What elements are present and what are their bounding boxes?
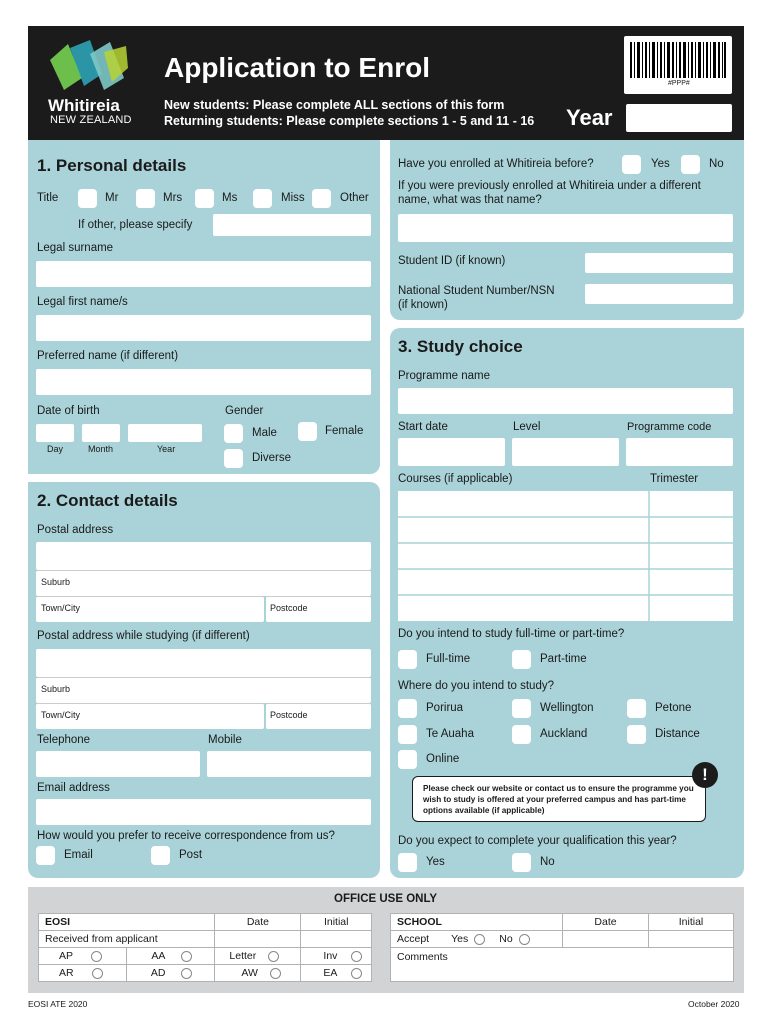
title-label: Title xyxy=(37,192,59,204)
inv-radio[interactable] xyxy=(351,951,362,962)
school-table xyxy=(390,913,734,982)
postal-postcode-caption: Postcode xyxy=(270,603,308,613)
level-label: Level xyxy=(513,421,541,433)
aw-label: AW xyxy=(241,967,258,979)
accept-label: Accept xyxy=(397,933,430,945)
received-initial-cell[interactable] xyxy=(301,931,372,948)
telephone-label: Telephone xyxy=(37,734,91,746)
preferred-name-label: Preferred name (if different) xyxy=(37,350,179,362)
postal-studying-label: Postal address while studying (if different) xyxy=(37,630,250,642)
study-address-input[interactable] xyxy=(36,649,371,677)
accept-yes-radio[interactable] xyxy=(474,934,485,945)
postal-suburb-caption: Suburb xyxy=(41,577,71,587)
ft-pt-question: Do you intend to study full-time or part-time? xyxy=(398,628,625,640)
location-porirua-label: Porirua xyxy=(426,702,464,714)
title-other-checkbox[interactable] xyxy=(312,189,331,208)
dob-year-caption: Year xyxy=(157,444,176,454)
if-other-label: If other, please specify xyxy=(78,219,193,231)
title-mr-label: Mr xyxy=(105,192,119,204)
location-online-label: Online xyxy=(426,753,460,765)
start-date-input[interactable] xyxy=(398,438,505,466)
year-field[interactable] xyxy=(626,104,732,132)
correspondence-question: How would you prefer to receive correspondence from us? xyxy=(37,830,335,842)
previous-name-question-line1: If you were previously enrolled at Whitireia under a different xyxy=(398,180,701,192)
telephone-input[interactable] xyxy=(36,751,200,777)
ap-cell xyxy=(39,948,127,965)
dob-month-input[interactable] xyxy=(82,424,120,442)
study-suburb-input[interactable] xyxy=(36,677,371,703)
title-other-input[interactable] xyxy=(213,214,371,236)
dob-day-input[interactable] xyxy=(36,424,74,442)
ap-label: AP xyxy=(59,950,74,962)
legal-surname-input[interactable] xyxy=(36,261,371,287)
aw-radio[interactable] xyxy=(270,968,281,979)
comments-cell[interactable] xyxy=(391,948,734,982)
footer-date: October 2020 xyxy=(688,999,740,1009)
gender-male-checkbox[interactable] xyxy=(224,424,243,443)
ar-label: AR xyxy=(59,967,74,979)
title-miss-label: Miss xyxy=(281,192,305,204)
correspondence-post-checkbox[interactable] xyxy=(151,846,170,865)
complete-qualification-question: Do you expect to complete your qualification this year? xyxy=(398,835,677,847)
part-time-checkbox[interactable] xyxy=(512,650,531,669)
school-date-header: Date xyxy=(563,914,649,931)
study-town-caption: Town/City xyxy=(41,710,81,720)
courses-table xyxy=(398,491,733,621)
location-wellington-checkbox[interactable] xyxy=(512,699,531,718)
mobile-input[interactable] xyxy=(207,751,371,777)
study-choice-title: 3. Study choice xyxy=(398,337,523,356)
dob-day-caption: Day xyxy=(47,444,64,454)
courses-label: Courses (if applicable) xyxy=(398,473,513,485)
aa-radio[interactable] xyxy=(181,951,192,962)
start-date-label: Start date xyxy=(398,421,448,433)
gender-female-checkbox[interactable] xyxy=(298,422,317,441)
aa-cell xyxy=(127,948,215,965)
logo-name: Whitireia xyxy=(48,96,120,115)
office-use-title: OFFICE USE ONLY xyxy=(334,893,438,905)
barcode xyxy=(624,36,732,94)
level-input[interactable] xyxy=(512,438,619,466)
eosi-table xyxy=(38,913,372,982)
location-auckland-checkbox[interactable] xyxy=(512,725,531,744)
whitireia-logo xyxy=(46,38,132,96)
letter-cell xyxy=(215,948,301,965)
programme-name-input[interactable] xyxy=(398,388,733,414)
gender-female-label: Female xyxy=(325,425,364,437)
title-other-label: Other xyxy=(340,192,369,204)
complete-yes-checkbox[interactable] xyxy=(398,853,417,872)
dob-month-caption: Month xyxy=(88,444,114,454)
previous-name-input[interactable] xyxy=(398,214,733,242)
study-suburb-caption: Suburb xyxy=(41,684,71,694)
part-time-label: Part-time xyxy=(540,653,587,665)
complete-no-checkbox[interactable] xyxy=(512,853,531,872)
where-study-question: Where do you intend to study? xyxy=(398,680,554,692)
programme-availability-note: Please check our website or contact us to ensure the programme you wish to study is offered at your preferred campus and has part-time options available (if applicable) xyxy=(412,776,706,822)
nsn-input[interactable] xyxy=(585,284,733,304)
enrolled-yes-checkbox[interactable] xyxy=(622,155,641,174)
nsn-label-line2: (if known) xyxy=(398,299,448,311)
location-online-checkbox[interactable] xyxy=(398,750,417,769)
postal-suburb-input[interactable] xyxy=(36,570,371,596)
footer-form-code: EOSI ATE 2020 xyxy=(28,999,88,1009)
programme-code-input[interactable] xyxy=(626,438,733,466)
aa-label: AA xyxy=(151,950,166,962)
study-postcode-caption: Postcode xyxy=(270,710,308,720)
inv-cell xyxy=(301,948,372,965)
gender-label: Gender xyxy=(225,405,264,417)
aw-cell xyxy=(215,965,301,982)
ea-radio[interactable] xyxy=(351,968,362,979)
school-initial-header: Initial xyxy=(649,914,734,931)
title-mrs-checkbox[interactable] xyxy=(136,189,155,208)
received-date-cell[interactable] xyxy=(215,931,301,948)
location-wellington-label: Wellington xyxy=(540,702,594,714)
letter-label: Letter xyxy=(229,950,257,962)
contact-details-title: 2. Contact details xyxy=(37,491,178,510)
ap-radio[interactable] xyxy=(91,951,102,962)
enrolled-no-checkbox[interactable] xyxy=(681,155,700,174)
title-miss-checkbox[interactable] xyxy=(253,189,272,208)
enrolled-before-question: Have you enrolled at Whitireia before? xyxy=(398,158,594,170)
title-mr-checkbox[interactable] xyxy=(78,189,97,208)
trimester-label: Trimester xyxy=(650,473,699,485)
full-time-checkbox[interactable] xyxy=(398,650,417,669)
eosi-date-header: Date xyxy=(215,914,301,931)
location-distance-checkbox[interactable] xyxy=(627,725,646,744)
complete-yes-label: Yes xyxy=(426,856,445,868)
ea-cell xyxy=(301,965,372,982)
postal-address-label: Postal address xyxy=(37,524,114,536)
complete-no-label: No xyxy=(540,856,555,868)
dob-year-input[interactable] xyxy=(128,424,202,442)
location-petone-label: Petone xyxy=(655,702,692,714)
email-input[interactable] xyxy=(36,799,371,825)
postal-address-input[interactable] xyxy=(36,542,371,570)
new-students-instruction: New students: Please complete ALL sections of this form xyxy=(164,98,505,112)
email-label: Email address xyxy=(37,782,110,794)
accept-no-label: No xyxy=(499,933,513,945)
ad-label: AD xyxy=(150,967,166,979)
student-id-label: Student ID (if known) xyxy=(398,255,506,267)
returning-students-instruction: Returning students: Please complete sections 1 - 5 and 11 - 16 xyxy=(164,114,535,128)
personal-details-title: 1. Personal details xyxy=(37,156,187,175)
location-petone-checkbox[interactable] xyxy=(627,699,646,718)
inv-label: Inv xyxy=(323,950,338,962)
nsn-label-line1: National Student Number/NSN xyxy=(398,285,555,297)
mobile-label: Mobile xyxy=(208,734,242,746)
accept-cell xyxy=(391,931,563,948)
legal-first-name-label: Legal first name/s xyxy=(37,296,128,308)
student-id-input[interactable] xyxy=(585,253,733,273)
ar-cell xyxy=(39,965,127,982)
correspondence-email-checkbox[interactable] xyxy=(36,846,55,865)
preferred-name-input[interactable] xyxy=(36,369,371,395)
enrolled-yes-label: Yes xyxy=(651,158,670,170)
logo-country: NEW ZEALAND xyxy=(50,114,132,126)
location-auckland-label: Auckland xyxy=(540,728,588,740)
full-time-label: Full-time xyxy=(426,653,471,665)
gender-diverse-label: Diverse xyxy=(252,452,291,464)
accept-yes-label: Yes xyxy=(451,933,469,945)
location-te-auaha-label: Te Auaha xyxy=(426,728,474,740)
location-te-auaha-checkbox[interactable] xyxy=(398,725,417,744)
title-mrs-label: Mrs xyxy=(163,192,183,204)
location-distance-label: Distance xyxy=(655,728,700,740)
accept-no-radio[interactable] xyxy=(519,934,530,945)
programme-name-label: Programme name xyxy=(398,370,491,382)
correspondence-email-label: Email xyxy=(64,849,93,861)
postal-town-caption: Town/City xyxy=(41,603,81,613)
letter-radio[interactable] xyxy=(268,951,279,962)
title-ms-label: Ms xyxy=(222,192,238,204)
eosi-header: EOSI xyxy=(39,914,215,931)
ea-label: EA xyxy=(323,967,338,979)
gender-diverse-checkbox[interactable] xyxy=(224,449,243,468)
ad-radio[interactable] xyxy=(181,968,192,979)
title-ms-checkbox[interactable] xyxy=(195,189,214,208)
warning-icon: ! xyxy=(692,762,718,788)
legal-surname-label: Legal surname xyxy=(37,242,114,254)
dob-label: Date of birth xyxy=(37,405,100,417)
comments-label: Comments xyxy=(397,951,448,963)
accept-initial-cell[interactable] xyxy=(649,931,734,948)
school-header: SCHOOL xyxy=(391,914,563,931)
year-label: Year xyxy=(566,105,613,130)
enrolled-no-label: No xyxy=(709,158,724,170)
page-title: Application to Enrol xyxy=(164,52,430,83)
legal-first-name-input[interactable] xyxy=(36,315,371,341)
courses-grid-lines xyxy=(398,491,733,621)
ar-radio[interactable] xyxy=(92,968,103,979)
eosi-initial-header: Initial xyxy=(301,914,372,931)
correspondence-post-label: Post xyxy=(179,849,203,861)
gender-male-label: Male xyxy=(252,427,277,439)
previous-name-question-line2: name, what was that name? xyxy=(398,194,542,206)
programme-code-label: Programme code xyxy=(627,421,712,433)
location-porirua-checkbox[interactable] xyxy=(398,699,417,718)
barcode-text: #PPP# xyxy=(668,80,690,87)
accept-date-cell[interactable] xyxy=(563,931,649,948)
ad-cell xyxy=(127,965,215,982)
received-label: Received from applicant xyxy=(39,931,215,948)
